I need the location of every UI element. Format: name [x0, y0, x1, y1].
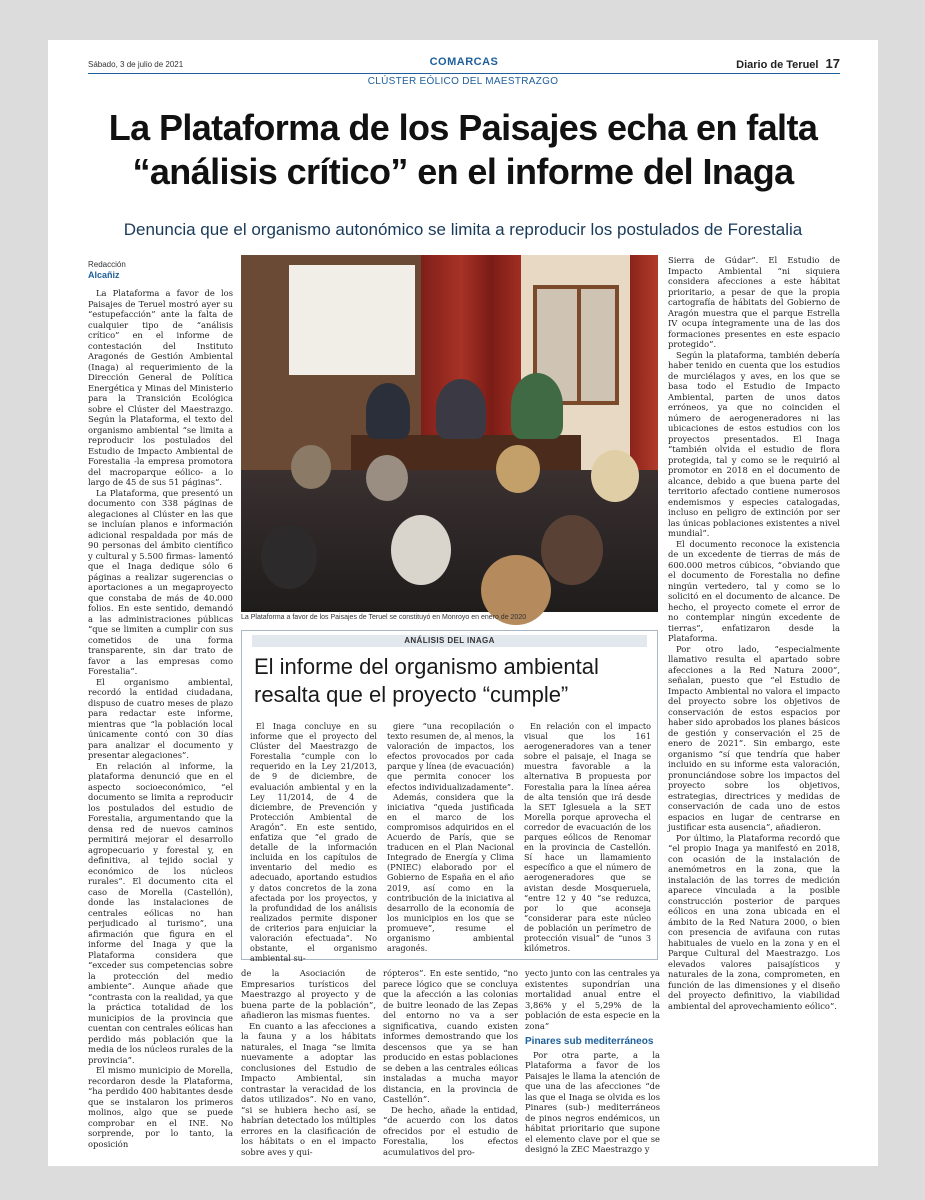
paragraph: Sierra de Gúdar”. El Estudio de Impacto Ambiental “ni siquiera considera afecciones a este hábitat prioritario, a pesar de que la propia cartografía de hábitats del Gobierno de Aragón muestra que el parque Estrella IV ocupa íntegramente una de las dos formaciones presentes en este espacio protegido”. — [668, 255, 840, 349]
byline — [88, 260, 126, 280]
newspaper-brand — [736, 56, 840, 71]
paragraph: Además, considera que la iniciativa “queda justificada en el marco de los compromisos adquiridos en el Acuerdo de París, que se traducen en el Plan Nacional Integrado de Energía y Clima (PNIEC) elaborado por el Gobierno de España en el año 2019, así como en la contribución de la iniciativa al desarrollo de la economía de los municipios en los que se promueve”, resume el organismo ambiental aragonés. — [387, 791, 514, 954]
projection-screen — [289, 265, 415, 375]
section-name: COMARCAS — [429, 56, 499, 68]
section-subtitle: Pinares sub mediterráneos — [525, 1036, 654, 1047]
audience-head — [496, 445, 540, 493]
article-headline — [84, 106, 842, 194]
paragraph: En cuanto a las afecciones a la fauna y a los hábitats naturales, el Inaga “se limita nuevamente a adoptar las conclusiones del Estudio de Impacto Ambiental, sin contrastar la veracidad de los datos utilizados”. No en vano, “si se hubiera hecho así, se habrían detectado los múltiples errores en la clasificación de los hábitats o en el impacto sobre aves y qui- — [241, 1020, 376, 1157]
speaker — [511, 373, 563, 439]
headline-line-1: La Plataforma de los Paisajes echa en falta — [108, 107, 818, 148]
byline-role: Redacción — [88, 260, 126, 269]
audience-head — [291, 445, 331, 489]
audience-head — [541, 515, 603, 585]
audience-head — [261, 525, 317, 589]
paragraph: La Plataforma, que presentó un documento con 338 páginas de alegaciones al Clúster en las que se incluían planos e información adicional respaldada por más de 90 personas del ámbito científico y cultural y 5.500 firmas- lamentó que el Inaga dedique sólo 6 páginas a realizar sugerencias o aportaciones a un megaproyecto que constaba de más de 40.000 folios. En este sentido, demandó a las administraciones públicas “que se limiten a cumplir con sus cometidos de una forma transparente, sin dar trato de favor a las empresas como Forestalia”. — [88, 487, 233, 676]
paragraph: El documento reconoce la existencia de un excedente de tierras de más de 600.000 metros cúbicos, “obviando que el documento de Forestalia no define ningún vertedero, tal y como se lo solicitó en el documento de alcance. De hecho, el proyecto comete el error de no contemplar ningún excedente de tierras”, enfatizaron desde la Plataforma. — [668, 538, 840, 643]
paragraph: Por otro lado, “especialmente llamativo resulta el apartado sobre afecciones a la Red Natura 2000”, señalan, puesto que “el Estudio de Impacto Ambiental no valora el impacto del proyecto sobre los objetivos de conservación de estos espacios por haber sido aprobados los planes básicos de gestión y conservación el 25 de enero de 2021”. Sin embargo, este organismo “sí que tendría que haber incluido en su informe esta valoración, pronunciándose sobre los impactos del proyecto sobre los objetivos, estrategias, directrices y medidas de conservación de cada uno de estos espacios en lugar de centrarse en justificar esta ausencia”, añadieron. — [668, 643, 840, 832]
paragraph: El organismo ambiental, recordó la entidad ciudadana, dispuso de cuatro meses de plazo para redactar este informe, mientras que “la población local únicamente contó con 30 días para analizar el documento y presentar alegaciones”. — [88, 676, 233, 760]
paragraph: En relación al informe, la plataforma denunció que en el aspecto socioeconómico, “el documento se limita a reproducir los postulados del estudio de Forestalia, argumentando que la densa red de nuevos caminos permitirá mejorar el desarrollo agropecuario y forestal y, en definitiva, al tejido social y económico de los núcleos rurales”. El documento cita el caso de Morella (Castellón), donde las instalaciones de centrales eólicas no han perjudicado al turismo”, una afirmación que figura en el informe del Inaga y que la Plataforma considera que “exceder sus competencias sobre la protección del medio ambiente”. Aunque añade que “contrasta con la realidad, ya que la práctica totalidad de los municipios de la provincia que cuentan con centrales eólicas han perdido más población que la media de los núcleos rurales de la provincia”. — [88, 760, 234, 1065]
byline-place: Alcañiz — [88, 270, 120, 280]
article-column-2 — [241, 968, 376, 1158]
paragraph: El Inaga concluye en su informe que el proyecto del Clúster del Maestrazgo de Forestalia “cumple con lo requerido en la Ley 21/2013, de 9 de diciembre, de evaluación ambiental y en la Ley 11/2014, de 4 de diciembre, de Prevención y Protección Ambiental de Aragón”. En este sentido, enfatiza que “el grado de detalle de la información incluida en los capítulos de inventario del medio es adecuado, aportando estudios y datos concretos de la zona afectada por los proyectos, y la profundidad de los análisis realizados permite disponer de criterios para enjuiciar la valoración efectuada”. No obstante, el organismo ambiental su- — [250, 721, 377, 964]
article-column-1 — [88, 288, 233, 1158]
paragraph: El mismo municipio de Morella, recordaron desde la Plataforma, “ha perdido 400 habitantes desde que se instalaron los primeros molinos, algo que se puede comprobar en el INE. No sorprende, por lo tanto, la oposición — [88, 1065, 233, 1149]
header-rule — [88, 73, 840, 74]
paragraph: En relación con el impacto visual que los 161 aerogeneradores van a tener sobre el paisaje, el Inaga se muestra favorable a la alternativa B propuesta por Forestalia para la línea aérea de alta tensión que irá desde la SET Iglesuela a la SET Morella porque aprovecha el corredor de evacuación de los parques eólicos de Renomar en la provincia de Castellón. Sí hace un llamamiento específico a que el número de aerogeneradores que se avistan desde Mosqueruela, “entre 12 y 40 “se reduzca, por lo que aconseja “considerar para este núcleo de población un perímetro de protección visual” de “unos 3 kilómetros. — [524, 721, 651, 954]
paragraph: La Plataforma a favor de los Paisajes de Teruel mostró ayer su “estupefacción” ante la falta de cualquier tipo de “análisis crítico” en el informe de contestación del Instituto Aragonés de Gestión Ambiental (Inaga) al requerimiento de la Dirección General de Política Energética y Minas del Ministerio para la Transición Ecológica sobre el Clúster del Maestrazgo. Según la Plataforma, el texto del organismo ambiental “se limita a reproducir los postulados del Estudio de Impacto Ambiental de Forestalia -la empresa promotora del macroparque eólico- a lo largo de 45 de sus 51 páginas”. — [88, 288, 233, 487]
audience-head — [366, 455, 408, 501]
article-column-5 — [668, 255, 840, 1160]
speaker — [436, 379, 486, 439]
curtain — [630, 255, 658, 495]
subsection-name: CLÚSTER EÓLICO DEL MAESTRAZGO — [367, 76, 559, 87]
paragraph: yecto junto con las centrales ya existentes supondrían una mortalidad anual entre el 3,86% y el 5,29% de la población de esta especie en la zona” — [525, 968, 660, 1031]
photo-caption: La Plataforma a favor de los Paisajes de Teruel se constituyó en Monroyo en enero de 2020 — [241, 614, 527, 621]
sidebar-title: El informe del organismo ambiental resalta que el proyecto “cumple” — [254, 654, 599, 707]
headline-line-2: “análisis crítico” en el informe del Inaga — [132, 151, 794, 192]
sidebar-box — [241, 630, 658, 964]
article-column-4 — [525, 968, 660, 1158]
newspaper-name: Diario de Teruel — [736, 59, 819, 71]
sidebar-column-2 — [387, 721, 514, 953]
article-photo — [241, 255, 658, 612]
article-subhead: Denuncia que el organismo autonómico se limita a reproducir los postulados de Forestalia — [123, 220, 803, 239]
paragraph: Según la plataforma, también debería haber tenido en cuenta que los estudios de murciélagos y aves, en los que se basa todo el Estudio de Impacto Ambiental, parten de unos datos erróneos, ya que no coinciden el número de aerogeneradores ni las ubicaciones de estos estudios con los proyectos presentados. El Inaga “también olvida el estudio de flora protegida, tal y como se le requirió al promotor en 2018 en el documento de alcance, debido a que buena parte del territorio afectado contiene numerosos endemismos y especies catalogadas, incluso en peligro de extinción por ser las únicas poblaciones existentes a nivel mundial”. — [668, 349, 840, 538]
speaker — [366, 383, 410, 439]
sidebar-kicker: ANÁLISIS DEL INAGA — [252, 635, 647, 647]
paragraph: rópteros”. En este sentido, “no parece lógico que se concluya que la afección a las colonias de buitre leonado de las Zepas del entorno no va a ser significativa, cuando existen informes demostrando que los descensos que ya se han producido en estas poblaciones se deben a las centrales eólicas instaladas a mucha mayor distancia, en la provincia de Castellón”. — [383, 968, 518, 1104]
paragraph: Por último, la Plataforma recordó que “el propio Inaga ya manifestó en 2018, con ocasión de la instalación de anemómetros en la zona, que la instalación de las torres de medición aparece vinculada a la posible construcción posterior de parques eólicos en una zona ubicada en el ámbito de la Red Natura 2000, o bien con presencia de avifauna con rutas habituales de vuelo en la zona y en el Parque Cultural del Maestrazgo. Los elevados valores paisajísticos y naturales de la zona, comprometen, en función de las dimensiones y el diseño del proyecto definitivo, la viabilidad ambiental del aprovechamiento eólico”. — [668, 832, 840, 1011]
paragraph: De hecho, añade la entidad, “de acuerdo con los datos ofrecidos por el estudio de Forestalia, los efectos acumulativos del pro- — [383, 1104, 518, 1157]
article-column-3 — [383, 968, 518, 1158]
audience-head — [591, 450, 639, 502]
paragraph: de la Asociación de Empresarios turísticos del Maestrazgo al proyecto y de buena parte de la población”, añadieron las mismas fuentes. — [241, 968, 376, 1020]
paragraph: giere “una recopilación o texto resumen de, al menos, la valoración de impactos, los efectos provocados por cada parque y línea (de evacuación) que permita conocer los efectos individualizadamente”. — [387, 721, 514, 792]
sidebar-column-1 — [250, 721, 377, 964]
audience-head — [391, 515, 451, 585]
page-number: 17 — [825, 56, 840, 71]
paragraph: Por otra parte, a la Plataforma a favor de los Paisajes le llama la atención de que una de las afecciones “de las que el Inaga se olvida es los Pinares (sub-) mediterráneos de pinos negros endémicos, un hábitat prioritario que supone el elemento clave por el que se designó la ZEC Maestrazgo y — [525, 1049, 660, 1154]
page-header — [88, 58, 840, 72]
issue-date: Sábado, 3 de julio de 2021 — [88, 60, 184, 69]
sidebar-column-3 — [524, 721, 651, 953]
newspaper-page — [48, 40, 878, 1166]
